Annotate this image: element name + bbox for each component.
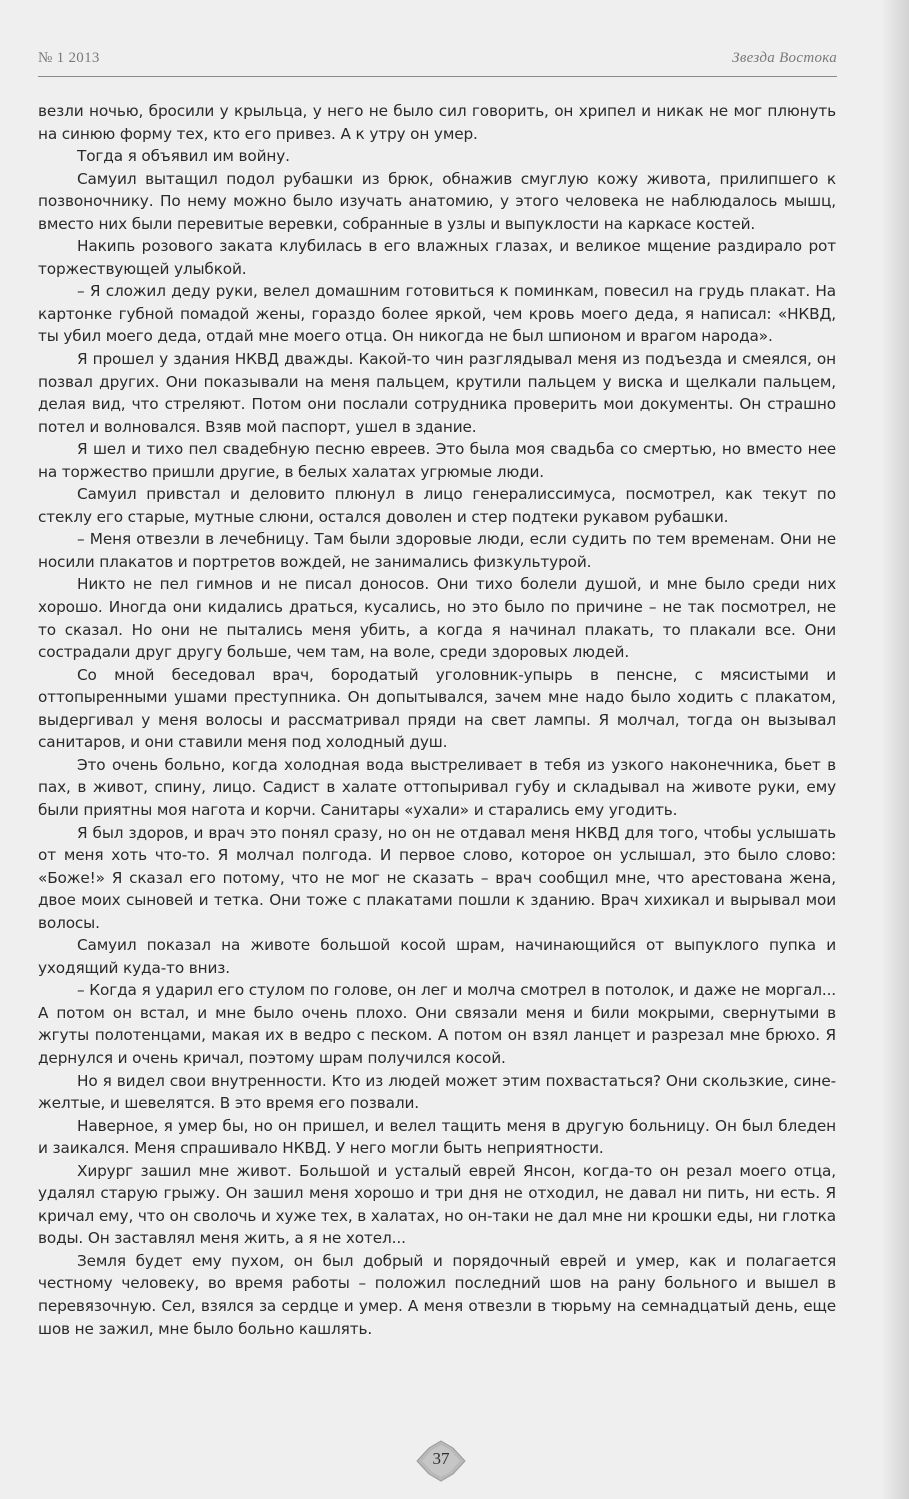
paragraph: Самуил вытащил подол рубашки из брюк, обнажив смуглую кожу живота, прилипшего к позвоночнику. По нему можно было изучать анатомию, у этого человека не наблюдалось мышц, вместо них были перевитые веревки, собранные в узлы и выпуклости на каркасе костей.: [38, 169, 836, 233]
paragraph: Я прошел у здания НКВД дважды. Какой-то чин разглядывал меня из подъезда и смеялся, он позвал других. Они показывали на меня пальцем, крутили пальцем у виска и щелкали пальцем, делая вид, что стреляют. Потом они послали сотрудника проверить мои документы. Он страшно потел и волновался. Взяв мой паспорт, ушел в здание.: [38, 350, 836, 436]
journal-title: Звезда Востока: [732, 50, 837, 66]
paragraph: везли ночью, бросили у крыльца, у него не было сил говорить, он хрипел и никак не мог плюнуть на синюю форму тех, кто его привез. А к утру он умер.: [38, 102, 836, 143]
paragraph: Но я видел свои внутренности. Кто из людей может этим похвастаться? Они скользкие, сине-желтые, и шевелятся. В это время его позвали.: [38, 1071, 836, 1113]
paragraph: – Меня отвезли в лечебницу. Там были здоровые люди, если судить по тем временам. Они не носили плакатов и портретов вождей, не занимались физкультурой.: [38, 530, 836, 571]
page-number-badge: [413, 1440, 469, 1482]
paragraph: Самуил привстал и деловито плюнул в лицо генералиссимуса, посмотрел, как текут по стеклу его старые, мутные слюни, остался доволен и стер подтеки рукавом рубашки.: [38, 485, 836, 526]
paragraph: Никто не пел гимнов и не писал доносов. Они тихо болели душой, и мне было среди них хорошо. Иногда они кидались драться, кусались, но это было по причине – не так посмотрел, не то сказал. Но они не пытались меня убить, а когда я начинал плакать, то плакали все. Они сострадали друг другу больше, чем там, на воле, среди здоровых людей.: [38, 575, 836, 662]
header-rule: [38, 76, 837, 77]
paragraph: Земля будет ему пухом, он был добрый и порядочный еврей и умер, как и полагается честному человеку, во время работы – положил последний шов на рану больного и вышел в перевязочную. Сел, взялся за сердце и умер. А меня отвезли в тюрьму на семнадцатый день, еще шов не зажил, мне было больно кашлять.: [38, 1251, 836, 1338]
paragraph: – Когда я ударил его стулом по голове, он лег и молча смотрел в потолок, и даже не моргал... А потом он встал, и мне было очень плохо. Они связали меня и били мокрыми, свернутыми в жгуты полотенцами, макая их в ведро с песком. А потом он взял ланцет и разрезал мне брюхо. Я дернулся и очень кричал, поэтому шрам получился косой.: [38, 981, 836, 1067]
paragraph: Тогда я объявил им войну.: [77, 147, 290, 166]
paragraph: Я был здоров, и врач это понял сразу, но он не отдавал меня НКВД для того, чтобы услышать от меня хоть что-то. Я молчал полгода. И первое слово, которое он услышал, это было слово: «Боже!» Я сказал его потому, что не мог не сказать – врач сообщил мне, что арестована жена, двое моих сыновей и тетка. Они тоже с плакатами пошли к зданию. Врач хихикал и вырывал мои волосы.: [38, 823, 836, 932]
paragraph: Я шел и тихо пел свадебную песню евреев. Это была моя свадьба со смертью, но вместо нее на торжество пришли другие, в белых халатах угрюмые люди.: [38, 440, 836, 481]
paragraph: Самуил показал на животе большой косой шрам, начинающийся от выпуклого пупка и уходящий куда-то вниз.: [38, 936, 836, 977]
running-header: [38, 50, 837, 72]
page-edge-shadow: [881, 0, 909, 1499]
paragraph: Со мной беседовал врач, бородатый уголовник-упырь в пенсне, с мясистыми и оттопыренными ушами преступника. Он допытывался, зачем мне надо было ходить с плакатом, выдергивал у меня волосы и рассматривал пряди на свет лампы. Я молчал, тогда он вызывал санитаров, и они ставили меня под холодный душ.: [38, 665, 836, 752]
paragraph: Наверное, я умер бы, но он пришел, и велел тащить меня в другую больницу. Он был бледен и заикался. Меня спрашивало НКВД. У него могли быть неприятности.: [38, 1116, 836, 1158]
issue-label: № 1 2013: [38, 50, 100, 66]
paragraph: Хирург зашил мне живот. Большой и усталый еврей Янсон, когда-то он резал моего отца, удалял старую грыжу. Он зашил меня хорошо и три дня не отходил, не давал ни пить, ни есть. Я кричал ему, что он сволочь и хуже тех, в халатах, но он-таки не дал мне ни крошки еды, ни глотка воды. Он заставлял меня жить, а я не хотел...: [38, 1161, 836, 1248]
paragraph: Накипь розового заката клубилась в его влажных глазах, и великое мщение раздирало рот торжествующей улыбкой.: [38, 237, 836, 278]
page-number: 37: [432, 1449, 450, 1468]
article-body: [38, 100, 836, 1340]
paragraph: Это очень больно, когда холодная вода выстреливает в тебя из узкого наконечника, бьет в пах, в живот, спину, лицо. Садист в халате оттопыривал губу и складывал на животе руки, ему были приятны моя нагота и корчи. Санитары «ухали» и старались ему угодить.: [38, 755, 836, 819]
paragraph: – Я сложил деду руки, велел домашним готовиться к поминкам, повесил на грудь плакат. На картонке губной помадой жены, гораздо более яркой, чем кровь моего деда, я написал: «НКВД, ты убил моего деда, отдай мне моего отца. Он никогда не был шпионом и врагом народа».: [38, 282, 836, 346]
